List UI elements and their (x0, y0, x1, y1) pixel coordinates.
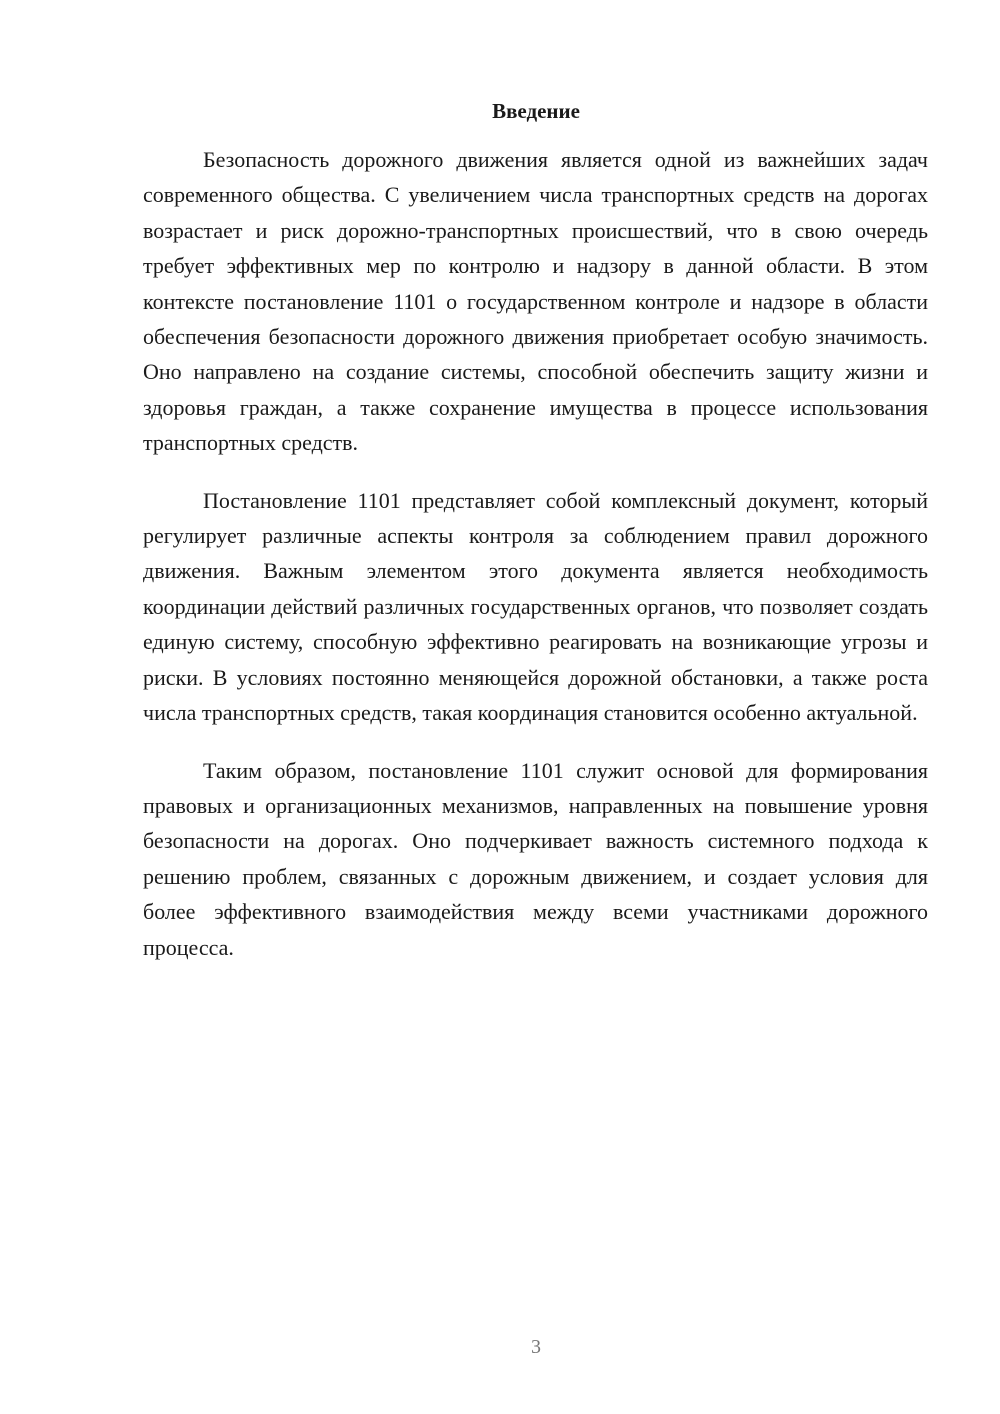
paragraph-3: Таким образом, постановление 1101 служит основой для формирования правовых и организационных механизмов, направленных на повышение уровня безопасности на дорогах. Оно подчеркивает важность системного подхода к решению проблем, связанных с дорожным движением, и создает условия для более эффективного взаимодействия между всеми участниками дорожного процесса. (143, 757, 928, 960)
page-number: 3 (531, 1336, 541, 1358)
body-text (143, 142, 928, 987)
section-heading: Введение (492, 99, 580, 123)
paragraph-1: Безопасность дорожного движения является одной из важнейших задач современного общества. С увеличением числа транспортных средств на дорогах возрастает и риск дорожно-транспортных происшествий, что в свою очередь требует эффективных мер по контролю и надзору в данной области. В этом контексте постановление 1101 о государственном контроле и надзоре в области обеспечения безопасности дорожного движения приобретает особую значимость. Оно направлено на создание системы, способной обеспечить защиту жизни и здоровья граждан, а также сохранение имущества в процессе использования транспортных средств. (143, 147, 928, 456)
paragraph-2: Постановление 1101 представляет собой комплексный документ, который регулирует различные аспекты контроля за соблюдением правил дорожного движения. Важным элементом этого документа является необходимость координации действий различных государственных органов, что позволяет создать единую систему, способную эффективно реагировать на возникающие угрозы и риски. В условиях постоянно меняющейся дорожной обстановки, а также роста числа транспортных средств, такая координация становится особенно актуальной. (143, 487, 928, 726)
